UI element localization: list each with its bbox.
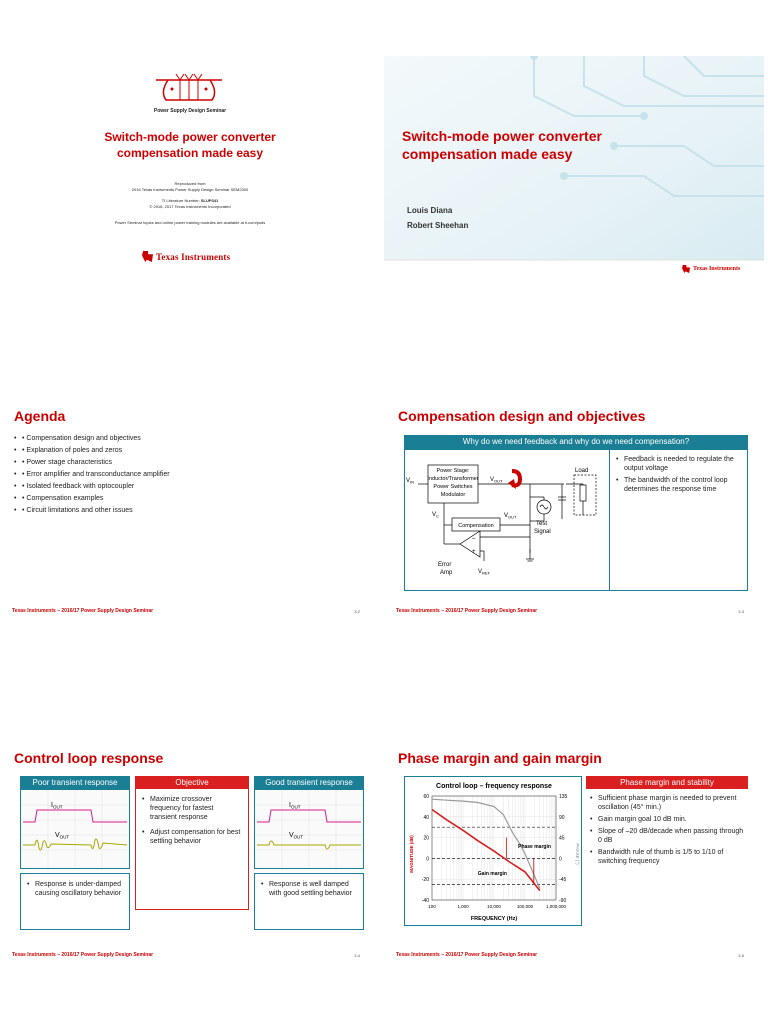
good-scope-traces xyxy=(255,790,363,868)
vout-label: V xyxy=(289,832,294,839)
power-stage-line2: Inductor/Transformer xyxy=(427,476,479,482)
svg-text:VOUT xyxy=(490,477,503,484)
x-tick-label: 100,000 xyxy=(516,904,534,909)
bullet-item: • Bandwidth rule of thumb is 1/5 to 1/10 of switching frequency xyxy=(590,848,746,866)
stability-label: Phase margin and stability xyxy=(586,776,748,789)
iout-label: I xyxy=(289,802,291,809)
y2-tick-label: 90 xyxy=(559,814,565,821)
vref-subscript: REF xyxy=(482,570,491,576)
bullet-item: • Gain margin goal 10 dB min. xyxy=(590,815,746,824)
slide-title xyxy=(384,56,764,282)
bullet-item: • Response is well damped with good settling behavior xyxy=(261,880,357,898)
y2-tick-label: -45 xyxy=(559,877,567,884)
vin-subscript: IN xyxy=(410,479,415,485)
y2-tick-label: 0 xyxy=(559,856,562,863)
compensation-block: Compensation xyxy=(458,523,494,529)
vout2-label: V xyxy=(504,513,509,519)
y-tick-label: 60 xyxy=(423,794,429,800)
bode-plot xyxy=(404,776,582,926)
circuit-background xyxy=(384,56,764,282)
power-stage-line3: Power Switches xyxy=(433,484,473,490)
phase-margin-title: Phase margin and gain margin xyxy=(398,750,602,766)
bullet-item: • Maximize crossover frequency for fastest transient response xyxy=(142,795,242,822)
page-number: 3-5 xyxy=(738,953,744,958)
objective-label: Objective xyxy=(135,776,249,789)
vc-subscript: C xyxy=(436,513,439,519)
svg-text:VOUT xyxy=(55,832,69,840)
objective-bullets xyxy=(142,795,242,846)
test-label: Test xyxy=(536,521,548,527)
vout-subscript: OUT xyxy=(293,834,304,840)
good-scope xyxy=(254,789,364,869)
power-stage-line4: Modulator xyxy=(440,492,466,498)
ti-logo-icon xyxy=(682,265,690,273)
author-2: Robert Sheehan xyxy=(407,221,469,230)
y-tick-label: 0 xyxy=(426,856,429,863)
good-response-label: Good transient response xyxy=(254,776,364,789)
copyright: © 2016, 2017 Texas Instruments Incorporated xyxy=(149,204,231,209)
literature-code: SLUP341 xyxy=(200,198,219,203)
slide-footer: Texas Instruments – 2016/17 Power Supply Design Seminar xyxy=(396,952,538,958)
poor-scope xyxy=(20,789,130,869)
amp-label: Amp xyxy=(440,570,453,576)
question-banner: Why do we need feedback and why do we need compensation? xyxy=(404,435,748,449)
y-tick-label: 40 xyxy=(423,814,429,821)
chart-title: Control loop – frequency response xyxy=(436,783,552,790)
compensation-bullets xyxy=(616,455,742,497)
author-1: Louis Diana xyxy=(407,206,453,215)
slide-compensation xyxy=(384,376,764,620)
iout-label: I xyxy=(51,802,53,809)
y2-tick-label: 45 xyxy=(559,835,565,842)
agenda-item: • • Compensation design and objectives xyxy=(14,434,374,443)
y2-tick-label: 135 xyxy=(559,794,568,800)
vc-label: V xyxy=(432,512,437,518)
svg-text:VOUT xyxy=(504,513,517,520)
error-label: Error xyxy=(438,562,452,568)
vin-label: V xyxy=(406,478,411,484)
poor-scope-traces xyxy=(21,790,129,868)
good-response-note xyxy=(254,873,364,930)
x-tick-label: 1,000 xyxy=(457,904,469,909)
literature-prefix: TI Literature Number: xyxy=(161,198,201,203)
feedback-loop-diagram xyxy=(404,449,610,591)
seminar-logo-icon xyxy=(150,70,228,104)
page-number: 3-2 xyxy=(354,609,360,614)
bullet-item: • Sufficient phase margin is needed to prevent oscillation (45° min.) xyxy=(590,794,746,812)
minus-sign: – xyxy=(472,536,476,542)
agenda-list xyxy=(14,434,374,518)
y-tick-label: -40 xyxy=(421,898,429,904)
ti-logo xyxy=(142,251,230,262)
poor-response-label: Poor transient response xyxy=(20,776,130,789)
svg-text:VOUT xyxy=(289,832,303,840)
slide-agenda xyxy=(0,376,380,620)
bullet-item: • Slope of –20 dB/decade when passing through 0 dB xyxy=(590,827,746,845)
slide-cover xyxy=(0,56,380,346)
slide-footer: Texas Instruments – 2016/17 Power Supply Design Seminar xyxy=(396,608,538,614)
ti-logo xyxy=(682,265,740,273)
title-line2: compensation made easy xyxy=(402,146,573,162)
agenda-item: • • Explanation of poles and zeros xyxy=(14,446,374,455)
poor-response-note xyxy=(20,873,130,930)
title-line1: Switch-mode power converter xyxy=(402,128,602,144)
power-stage-line1: Power Stage: xyxy=(436,468,470,474)
svg-text:VC xyxy=(432,512,439,519)
cover-title-line1: Switch-mode power converter xyxy=(104,130,276,144)
agenda-item: • • Error amplifier and transconductance amplifier xyxy=(14,470,374,479)
iout-subscript: OUT xyxy=(290,804,301,810)
agenda-item: • • Isolated feedback with optocoupler xyxy=(14,482,374,491)
vref-label: V xyxy=(478,569,483,575)
signal-label: Signal xyxy=(534,529,551,535)
reproduced-line2: 2016 Texas Instruments Power Supply Design Seminar SEM2300 xyxy=(131,187,249,192)
agenda-item: • • Circuit limitations and other issues xyxy=(14,506,374,515)
bullet-item: • The bandwidth of the control loop determines the response time xyxy=(616,476,742,494)
compensation-title: Compensation design and objectives xyxy=(398,408,646,424)
agenda-item: • • Power stage characteristics xyxy=(14,458,374,467)
slide-footer: Texas Instruments – 2016/17 Power Supply Design Seminar xyxy=(12,608,154,614)
gain-margin-label: Gain margin xyxy=(477,871,507,878)
vout2-subscript: OUT xyxy=(508,514,517,520)
iout-subscript: OUT xyxy=(52,804,63,810)
ti-logo-text: Texas Instruments xyxy=(156,251,231,262)
svg-text:IOUT xyxy=(51,802,63,810)
x-tick-label: 1,000,000 xyxy=(545,904,567,909)
agenda-title: Agenda xyxy=(14,408,66,424)
objective-panel xyxy=(135,789,249,910)
slide-footer: Texas Instruments – 2016/17 Power Supply Design Seminar xyxy=(12,952,154,958)
svg-text:VREF xyxy=(478,569,491,576)
stability-bullets xyxy=(590,794,746,869)
phase-margin-label: Phase margin xyxy=(518,844,551,850)
page-number: 3-4 xyxy=(354,953,360,958)
x-tick-label: 100 xyxy=(428,904,436,909)
load-label: Load xyxy=(575,468,589,474)
vout-subscript: OUT xyxy=(59,834,70,840)
y-tick-label: 20 xyxy=(423,835,429,842)
y-tick-label: -20 xyxy=(421,877,429,884)
x-axis-label: FREQUENCY (Hz) xyxy=(470,916,518,922)
page-number: 3-3 xyxy=(738,609,744,614)
seminar-name: Power Supply Design Seminar xyxy=(153,108,227,114)
plus-sign: + xyxy=(472,549,476,555)
bullet-item: • Adjust compensation for best settling behavior xyxy=(142,828,242,846)
reproduced-line1: Reproduced from xyxy=(174,181,206,186)
literature-number xyxy=(0,198,380,203)
cover-title-line2: compensation made easy xyxy=(116,146,264,160)
vout-label: V xyxy=(55,832,60,839)
control-loop-title: Control loop response xyxy=(14,750,164,766)
bullet-item: • Response is under-damped causing oscillatory behavior xyxy=(27,880,123,898)
slide-phase-margin xyxy=(384,718,764,964)
y2-tick-label: -90 xyxy=(559,898,567,904)
svg-text:VIN xyxy=(406,478,414,485)
slide-control-loop xyxy=(0,718,380,964)
svg-text:IOUT xyxy=(289,802,301,810)
agenda-item: • • Compensation examples xyxy=(14,494,374,503)
x-tick-label: 10,000 xyxy=(487,904,501,909)
ti-logo-text: Texas Instruments xyxy=(693,266,741,272)
vout-subscript: OUT xyxy=(494,478,503,484)
training-note: Power Seminar topics and online power training modules are available at ti.com/psds xyxy=(114,220,266,225)
y-axis-label: MAGNITUDE (dB) xyxy=(409,835,414,873)
y2-axis-label: PHASE (°) xyxy=(575,843,580,865)
vout-label: V xyxy=(490,477,495,483)
bullet-item: • Feedback is needed to regulate the output voltage xyxy=(616,455,742,473)
ti-logo-icon xyxy=(142,251,153,262)
